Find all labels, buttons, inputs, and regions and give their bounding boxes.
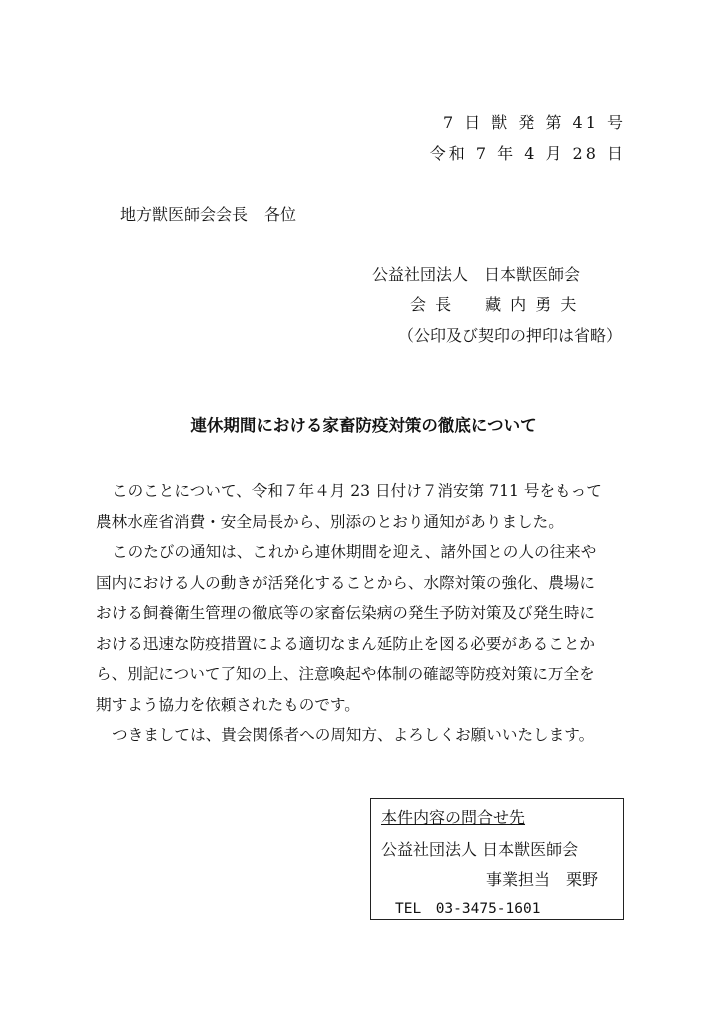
- contact-person: 事業担当 栗野: [485, 870, 598, 889]
- sender-organization: 公益社団法人 日本獣医師会: [372, 265, 581, 284]
- document-title: 連休期間における家畜防疫対策の徹底について: [190, 416, 537, 435]
- contact-organization: 公益社団法人 日本獣医師会: [381, 840, 579, 859]
- contact-box: [370, 798, 624, 920]
- sender-name: 藏 内 勇 夫: [485, 295, 579, 314]
- body-line: おける飼養衛生管理の徹底等の家畜伝染病の発生予防対策及び発生時に: [96, 604, 596, 622]
- body-line: 期すよう協力を依頼されたものです。: [96, 695, 360, 714]
- body-line: おける迅速な防疫措置による適切なまん延防止を図る必要があることか: [96, 634, 596, 653]
- body-text: [96, 476, 626, 751]
- body-line: 農林水産省消費・安全局長から、別添のとおり通知がありました。: [96, 512, 564, 531]
- body-line: このたびの通知は、これから連休期間を迎え、諸外国との人の往来や: [112, 543, 597, 561]
- addressee: 地方獣医師会会長 各位: [120, 205, 297, 224]
- body-line: ら、別記について了知の上、注意喚起や体制の確認等防疫対策に万全を: [96, 665, 595, 683]
- sender-representative: [410, 292, 578, 315]
- body-line: 国内における人の動きが活発化することから、水際対策の強化、農場に: [96, 573, 596, 592]
- document-number: 7 日 獣 発 第 41 号: [442, 113, 626, 132]
- contact-heading: 本件内容の問合せ先: [381, 808, 526, 827]
- document-date: 令和 7 年 4 月 28 日: [429, 144, 626, 163]
- sender-role: 会 長: [410, 295, 454, 314]
- contact-phone: TEL 03-3475-1601: [395, 901, 541, 917]
- body-line: このことについて、令和７年４月 23 日付け７消安第 711 号をもって: [112, 482, 602, 500]
- body-line: つきましては、貴会関係者への周知方、よろしくお願いいたします。: [112, 726, 595, 744]
- seal-note: （公印及び契印の押印は省略）: [398, 326, 623, 345]
